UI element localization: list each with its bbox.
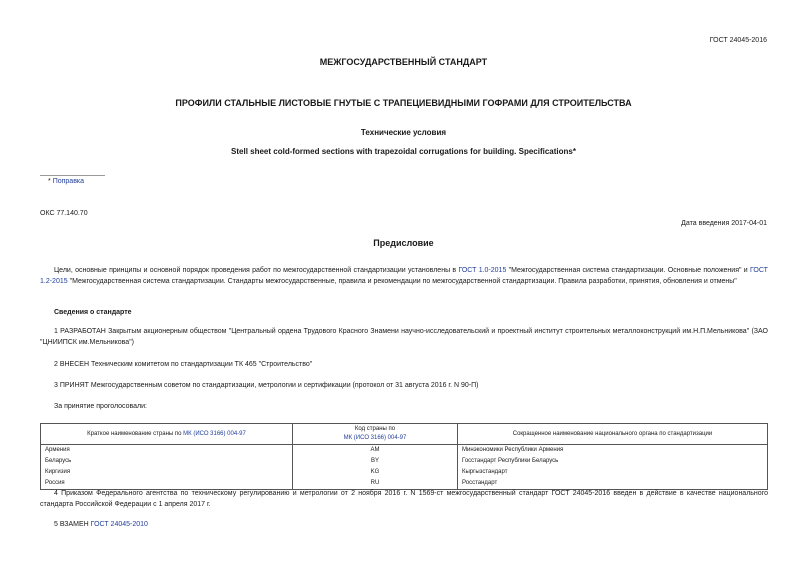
table-row	[41, 445, 768, 457]
standard-info-heading: Сведения о стандарте	[54, 309, 132, 316]
cell-body: Госстандарт Республики Беларусь	[458, 456, 768, 467]
item-introduced: 2 ВНЕСЕН Техническим комитетом по стандартизации ТК 465 "Строительство"	[54, 361, 313, 368]
cell-body: Росстандарт	[458, 478, 768, 490]
document-subtitle: Технические условия	[360, 128, 447, 137]
cell-code: BY	[293, 456, 458, 467]
voting-countries-table	[40, 423, 768, 490]
cell-code: RU	[293, 478, 458, 490]
item-order: 4 Приказом Федерального агентства по техническому регулированию и метрологии от 2 ноября 2016 г. N 1569-ст межгосударственный стандарт ГОСТ 24045-2016 введен в действие в качестве национального стандарта Российской Федерации с 1 апреля 2017 г.	[40, 490, 768, 508]
gost-1-0-link[interactable]: ГОСТ 1.0-2015	[458, 267, 507, 274]
preface-text-b: "Межгосударственная система стандартизации. Основные положения" и	[506, 267, 751, 274]
cell-country: Армения	[41, 445, 293, 457]
cell-body: Кыргызстандарт	[458, 467, 768, 478]
footnote-star: *	[48, 178, 51, 185]
document-title: ПРОФИЛИ СТАЛЬНЫЕ ЛИСТОВЫЕ ГНУТЫЕ С ТРАПЕЦИЕВИДНЫМИ ГОФРАМИ ДЛЯ СТРОИТЕЛЬСТВА	[175, 98, 632, 108]
cell-code: KG	[293, 467, 458, 478]
preface-paragraph	[40, 266, 768, 287]
preface-heading: Предисловие	[373, 238, 434, 248]
document-id: ГОСТ 24045-2016	[709, 37, 767, 44]
header-standards-body: Сокращенное наименование национального органа по стандартизации	[458, 424, 768, 445]
mk-iso-link-code[interactable]: МК (ИСО 3166) 004-97	[343, 435, 407, 441]
english-title: Stell sheet cold-formed sections with trapezoidal corrugations for building. Specifications*	[231, 147, 576, 156]
cell-body: Минэкономики Республики Армения	[458, 445, 768, 457]
cell-country: Беларусь	[41, 456, 293, 467]
cell-country: Киргизия	[41, 467, 293, 478]
introduction-date: Дата введения 2017-04-01	[681, 220, 767, 227]
header-code-text: Код страны по	[354, 426, 396, 432]
header-country-code	[293, 424, 458, 445]
amendment-link[interactable]: Поправка	[52, 178, 85, 185]
oks-code: ОКС 77.140.70	[40, 210, 88, 217]
table-header-row	[41, 424, 768, 445]
item-adopted: 3 ПРИНЯТ Межгосударственным советом по стандартизации, метрологии и сертификации (протокол от 31 августа 2016 г. N 90-П)	[54, 382, 479, 389]
table-row	[41, 456, 768, 467]
item-developed: 1 РАЗРАБОТАН Закрытым акционерным обществом "Центральный ордена Трудового Красного Знамени научно-исследовательский и проектный институт строительных металлоконструкций им.Н.П.Мельникова" (ЗАО "ЦНИИПСК им.Мельникова")	[40, 328, 768, 346]
standard-type-heading: МЕЖГОСУДАРСТВЕННЫЙ СТАНДАРТ	[319, 57, 488, 67]
mk-iso-link[interactable]: МК (ИСО 3166) 004-97	[183, 430, 246, 437]
header-country-text: Краткое наименование страны по	[87, 430, 184, 437]
preface-text-c: "Межгосударственная система стандартизации. Стандарты межгосударственные, правила и рекомендации по межгосударственной стандартизации. Правила разработки, принятия, обновления и отмены"	[67, 277, 737, 285]
cell-code: AM	[293, 445, 458, 457]
table-row	[41, 478, 768, 490]
gost-24045-2010-link[interactable]: ГОСТ 24045-2010	[90, 521, 148, 528]
voted-label: За принятие проголосовали:	[54, 403, 147, 410]
preface-text-a: Цели, основные принципы и основной порядок проведения работ по межгосударственной стандартизации установлены в	[54, 267, 459, 274]
cell-country: Россия	[41, 478, 293, 490]
header-country-name	[41, 424, 293, 445]
footnote	[48, 178, 84, 185]
footnote-divider	[40, 175, 105, 176]
gost-1-2-link[interactable]: ГОСТ 1.2-2015	[40, 267, 768, 285]
item-replaces-text: 5 ВЗАМЕН	[54, 521, 91, 528]
table-row	[41, 467, 768, 478]
item-replaces	[40, 520, 782, 531]
